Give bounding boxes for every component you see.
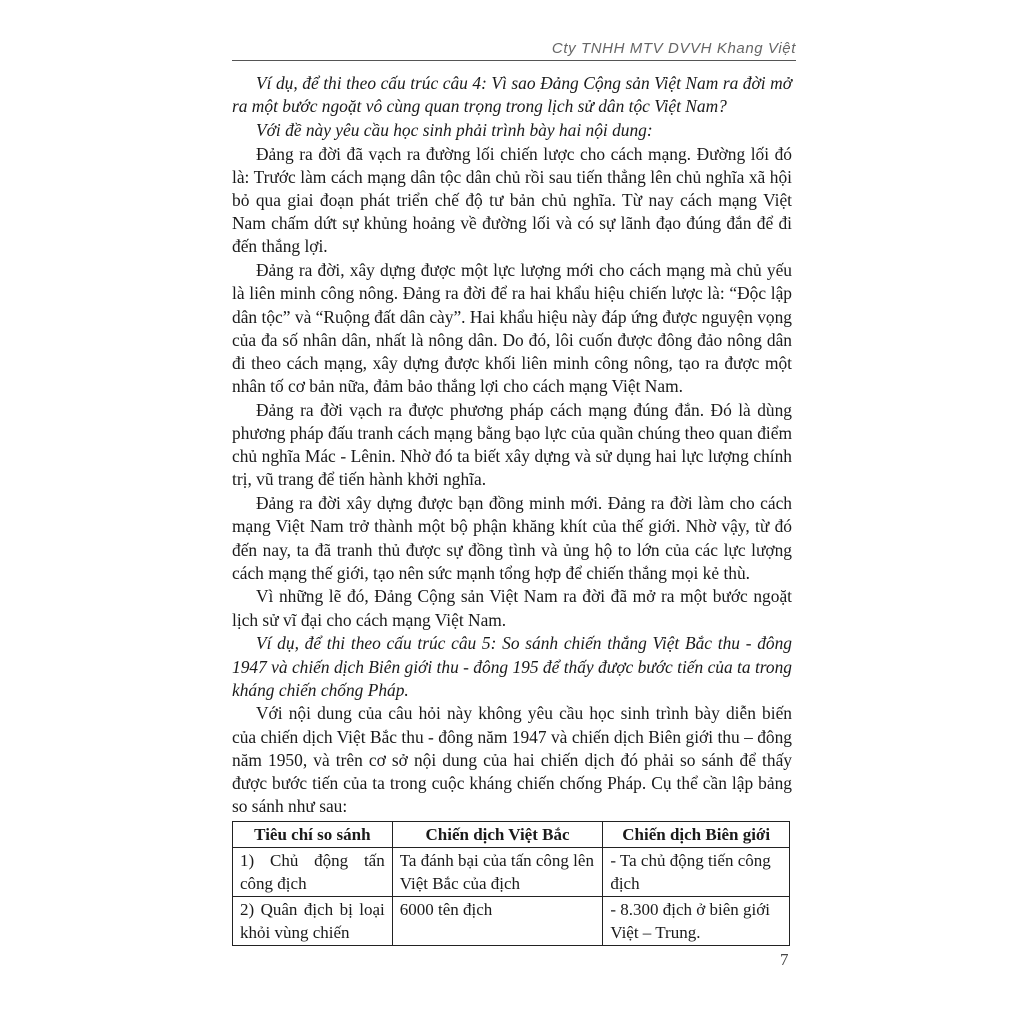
table-row — [233, 896, 790, 945]
table-cell: Ta đánh bại của tấn công lên Việt Bắc của địch — [392, 847, 603, 896]
page-body — [232, 72, 792, 946]
paragraph-conclusion: Vì những lẽ đó, Đảng Cộng sản Việt Nam ra đời đã mở ra một bước ngoặt lịch sử vĩ đại cho cách mạng Việt Nam. — [232, 586, 792, 630]
page-number: 7 — [780, 950, 789, 969]
table-header-viet-bac: Chiến dịch Việt Bắc — [392, 821, 603, 847]
paragraph-requirement-intro: Với đề này yêu cầu học sinh phải trình bày hai nội dung: — [256, 119, 653, 140]
paragraph-new-allies: Đảng ra đời xây dựng được bạn đồng minh mới. Đảng ra đời làm cho cách mạng Việt Nam trở thành một bộ phận khăng khít của thế giới. Nhờ vậy, từ đó đến nay, ta đã tranh thủ được sự đồng tình và ủng hộ to lớn của các lực lượng cách mạng thế giới, tạo nên sức mạnh tổng hợp để chiến thắng mọi kẻ thù. — [232, 493, 792, 583]
table-cell: 6000 tên địch — [392, 896, 603, 945]
paragraph-revolutionary-method: Đảng ra đời vạch ra được phương pháp cách mạng đúng đắn. Đó là dùng phương pháp đấu tranh cách mạng bằng bạo lực của quần chúng theo quan điểm chủ nghĩa Mác - Lênin. Nhờ đó ta biết xây dựng và sử dụng hai lực lượng chính trị, vũ trang để tiến hành khởi nghĩa. — [232, 399, 792, 490]
paragraph-strategic-line: Đảng ra đời đã vạch ra đường lối chiến lược cho cách mạng. Đường lối đó là: Trước làm cách mạng dân tộc dân chủ rồi sau tiến thẳng lên chủ nghĩa xã hội bỏ qua giai đoạn phát triển chế độ tư bản chủ nghĩa. Từ nay cách mạng Việt Nam chấm dứt sự khủng hoảng về đường lối và có sự lãnh đạo đúng đắn để đi đến thắng lợi. — [232, 143, 792, 257]
table-cell: 1) Chủ động tấn công địch — [233, 847, 393, 896]
paragraph-new-force: Đảng ra đời, xây dựng được một lực lượng mới cho cách mạng mà chủ yếu là liên minh công nông. Đảng ra đời để ra hai khẩu hiệu chiến lược là: “Độc lập dân tộc” và “Ruộng đất dân cày”. Hai khẩu hiệu này đáp ứng được nguyện vọng của đa số nhân dân, nhất là nông dân. Do đó, lôi cuốn được đông đảo nông dân đi theo cách mạng, xây dựng được khối liên minh công nông, tạo ra được một nhân tố cơ bản nữa, đảm bảo thắng lợi cho cách mạng Việt Nam. — [232, 260, 792, 397]
table-cell: 2) Quân địch bị loại khỏi vùng chiến — [233, 896, 393, 945]
table-header-row — [233, 821, 790, 847]
paragraph-comparison-intro: Với nội dung của câu hỏi này không yêu cầu học sinh trình bày diễn biến của chiến dịch Việt Bắc thu - đông năm 1947 và chiến dịch Biên giới thu – đông năm 1950, và trên cơ sở nội dung của hai chiến dịch đó phải so sánh để thấy được bước tiến của ta trong cuộc kháng chiến chống Pháp. Cụ thể cần lập bảng so sánh như sau: — [232, 703, 792, 817]
paragraph-example-question-5: Ví dụ, để thi theo cấu trúc câu 5: So sánh chiến thắng Việt Bắc thu - đông 1947 và chiến dịch Biên giới thu - đông 195 để thấy được bước tiến của ta trong kháng chiến chống Pháp. — [232, 633, 792, 700]
publisher-name: Cty TNHH MTV DVVH Khang Việt — [551, 40, 796, 57]
table-header-criteria: Tiêu chí so sánh — [233, 821, 393, 847]
running-header — [232, 40, 796, 61]
table-row — [233, 847, 790, 896]
table-cell: - Ta chủ động tiến công địch — [603, 847, 790, 896]
comparison-table — [232, 821, 790, 946]
table-header-bien-gioi: Chiến dịch Biên giới — [603, 821, 790, 847]
paragraph-example-question-4: Ví dụ, để thi theo cấu trúc câu 4: Vì sao Đảng Cộng sản Việt Nam ra đời mở ra một bước ngoặt vô cùng quan trọng trong lịch sử dân tộc Việt Nam? — [232, 73, 792, 117]
table-cell: - 8.300 địch ở biên giới Việt – Trung. — [603, 896, 790, 945]
